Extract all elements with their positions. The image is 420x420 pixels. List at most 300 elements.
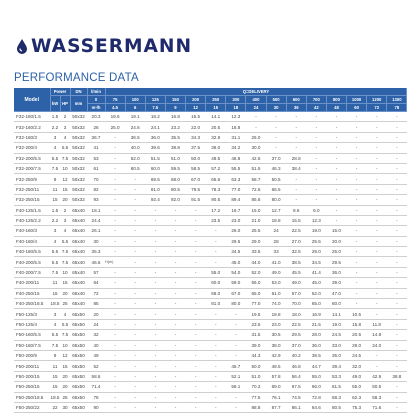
- head-value-cell: 23.5: [206, 215, 226, 225]
- table-row: [14, 163, 407, 173]
- head-value-cell: -: [347, 226, 367, 236]
- head-value-cell: 28.0: [306, 330, 326, 340]
- model-cell: F50-125/3: [14, 309, 50, 319]
- head-value-cell: -: [206, 361, 226, 371]
- head-value-cell: -: [145, 392, 165, 402]
- hp-cell: 2: [60, 112, 70, 122]
- head-value-cell: -: [387, 361, 407, 371]
- flow-m3h-header: 4.5: [105, 104, 125, 112]
- dn-cell: 65x40: [70, 278, 87, 288]
- kw-cell: 3: [50, 309, 60, 319]
- head-value-cell: 23.0: [226, 215, 246, 225]
- head-value-cell: -: [165, 382, 185, 392]
- hp-cell: 7.5: [60, 257, 70, 267]
- head-value-cell: 40: [87, 340, 105, 350]
- table-row: [14, 371, 407, 381]
- head-value-cell: -: [306, 184, 326, 194]
- head-value-cell: -: [367, 174, 387, 184]
- head-value-cell: 87.7: [266, 402, 286, 412]
- head-value-cell: -: [125, 278, 145, 288]
- head-value-cell: -: [387, 267, 407, 277]
- head-value-cell: -: [286, 132, 306, 142]
- head-value-cell: 20.0: [326, 236, 346, 246]
- head-value-cell: -: [165, 205, 185, 215]
- hp-cell: 4: [60, 309, 70, 319]
- head-value-cell: 39.4: [326, 361, 346, 371]
- head-value-cell: 52.0: [306, 288, 326, 298]
- head-value-cell: -: [206, 330, 226, 340]
- head-value-cell: -: [347, 267, 367, 277]
- head-value-cell: -: [387, 247, 407, 257]
- head-value-cell: -: [347, 257, 367, 267]
- head-value-cell: 55.5: [226, 163, 246, 173]
- head-value-cell: 11.8: [367, 319, 387, 329]
- head-value-cell: 80.5: [165, 184, 185, 194]
- head-value-cell: 67.5: [286, 382, 306, 392]
- head-value-cell: -: [186, 247, 206, 257]
- head-value-cell: -: [206, 247, 226, 257]
- head-value-cell: -: [347, 153, 367, 163]
- flow-lmin-header: 100: [125, 96, 145, 104]
- head-value-cell: -: [186, 288, 206, 298]
- head-value-cell: 18.0: [286, 309, 306, 319]
- head-value-cell: 30.0: [246, 143, 266, 153]
- head-value-cell: -: [105, 267, 125, 277]
- head-value-cell: 38.8: [387, 371, 407, 381]
- kw-cell: 18.5: [50, 299, 60, 309]
- flow-m3h-header: 72: [367, 104, 387, 112]
- head-value-cell: -: [105, 184, 125, 194]
- head-value-cell: 52.0: [246, 267, 266, 277]
- dn-cell: 65x40: [70, 288, 87, 298]
- head-value-cell: 78.3: [206, 184, 226, 194]
- head-value-cell: 29.5: [326, 257, 346, 267]
- table-row: [14, 226, 407, 236]
- head-value-cell: -: [186, 278, 206, 288]
- dn-cell: 65x40: [70, 226, 87, 236]
- table-row: [14, 195, 407, 205]
- head-value-cell: -: [226, 350, 246, 360]
- flow-lmin-header: 0: [87, 96, 105, 104]
- head-value-cell: 74.5: [286, 392, 306, 402]
- table-row: [14, 174, 407, 184]
- head-value-cell: -: [165, 226, 185, 236]
- head-value-cell: -: [105, 226, 125, 236]
- dn-cell: 65x50: [70, 309, 87, 319]
- head-value-cell: 21.5: [306, 319, 326, 329]
- flow-m3h-header: 18: [226, 104, 246, 112]
- head-value-cell: -: [326, 163, 346, 173]
- head-value-cell: -: [387, 392, 407, 402]
- head-value-cell: -: [206, 402, 226, 412]
- head-value-cell: 31.5: [246, 330, 266, 340]
- head-value-cell: -: [286, 143, 306, 153]
- head-value-cell: 26: [87, 122, 105, 132]
- head-value-cell: 33: [266, 247, 286, 257]
- head-value-cell: 72.6: [246, 184, 266, 194]
- kw-cell: 5.5: [50, 153, 60, 163]
- model-cell: F32-160/2.2: [14, 122, 50, 132]
- head-value-cell: 15.0: [326, 226, 346, 236]
- head-value-cell: 77.5: [246, 392, 266, 402]
- head-value-cell: 90.5: [206, 195, 226, 205]
- model-cell: F40-200/5.5: [14, 257, 50, 267]
- head-value-cell: 31.1: [226, 132, 246, 142]
- table-row: [14, 330, 407, 340]
- head-value-cell: 66.5: [266, 184, 286, 194]
- power-header: Power: [50, 88, 70, 96]
- head-value-cell: -: [145, 309, 165, 319]
- head-value-cell: 25.0: [105, 122, 125, 132]
- head-value-cell: -: [387, 299, 407, 309]
- head-value-cell: 35.3: [87, 247, 105, 257]
- head-value-cell: 72.8: [306, 392, 326, 402]
- head-value-cell: 55.0: [306, 371, 326, 381]
- head-value-cell: -: [347, 205, 367, 215]
- head-value-cell: -: [145, 205, 165, 215]
- head-value-cell: -: [105, 163, 125, 173]
- head-value-cell: -: [165, 392, 185, 402]
- water-drop-icon: [14, 38, 30, 54]
- head-value-cell: 70: [87, 174, 105, 184]
- table-row: [14, 267, 407, 277]
- head-value-cell: 14.1: [206, 112, 226, 122]
- head-value-cell: -: [367, 267, 387, 277]
- head-value-cell: 49.0: [347, 371, 367, 381]
- head-value-cell: 60.5: [125, 163, 145, 173]
- head-value-cell: -: [105, 236, 125, 246]
- head-value-cell: -: [387, 257, 407, 267]
- flow-lmin-header: 600: [286, 96, 306, 104]
- hp-cell: 20: [60, 288, 70, 298]
- head-value-cell: -: [347, 278, 367, 288]
- head-value-cell: -: [105, 309, 125, 319]
- table-row: [14, 288, 407, 298]
- head-value-cell: 29.0: [347, 340, 367, 350]
- head-value-cell: -: [306, 163, 326, 173]
- dn-cell: 65x50: [70, 330, 87, 340]
- head-value-cell: -: [266, 112, 286, 122]
- head-value-cell: 52.0: [125, 153, 145, 163]
- head-value-cell: 85.6: [246, 195, 266, 205]
- head-value-cell: -: [206, 226, 226, 236]
- head-value-cell: 46.6: [87, 257, 105, 267]
- table-row: [14, 319, 407, 329]
- head-value-cell: 18.8: [226, 122, 246, 132]
- head-value-cell: 53.0: [266, 278, 286, 288]
- head-value-cell: -: [266, 143, 286, 153]
- kw-cell: 5.5: [50, 247, 60, 257]
- head-value-cell: 45.7: [226, 361, 246, 371]
- table-row: [14, 257, 407, 267]
- head-value-cell: -: [125, 195, 145, 205]
- model-cell: F50-200/15: [14, 371, 50, 381]
- head-value-cell: -: [125, 226, 145, 236]
- head-value-cell: -: [145, 319, 165, 329]
- head-value-cell: -: [186, 257, 206, 267]
- head-value-cell: -: [125, 361, 145, 371]
- head-value-cell: 61.0: [266, 288, 286, 298]
- dn-cell: 65x40: [70, 247, 87, 257]
- flow-lmin-header: 1000: [347, 96, 367, 104]
- head-value-cell: 33.5: [246, 247, 266, 257]
- head-value-cell: 42.9: [266, 350, 286, 360]
- head-value-cell: 6.0: [306, 205, 326, 215]
- head-value-cell: -: [387, 205, 407, 215]
- head-value-cell: -: [387, 226, 407, 236]
- head-value-cell: 86.1: [286, 402, 306, 412]
- head-value-cell: 69.5: [145, 174, 165, 184]
- model-cell: F40-125/2.2: [14, 215, 50, 225]
- head-value-cell: -: [186, 205, 206, 215]
- head-value-cell: -: [326, 205, 346, 215]
- head-value-cell: -: [306, 195, 326, 205]
- flow-m3h-header: [87, 104, 105, 112]
- head-value-cell: 70.0: [286, 299, 306, 309]
- qunit-header: l/min: [87, 88, 105, 96]
- head-value-cell: 82: [87, 184, 105, 194]
- head-value-cell: -: [125, 174, 145, 184]
- head-value-cell: -: [367, 143, 387, 153]
- head-value-cell: -: [306, 122, 326, 132]
- head-value-cell: 26.0: [226, 226, 246, 236]
- head-value-cell: 79.5: [186, 184, 206, 194]
- table-row: [14, 299, 407, 309]
- head-value-cell: 52.1: [226, 371, 246, 381]
- kw-cell: 22: [50, 402, 60, 412]
- hp-cell: 20: [60, 371, 70, 381]
- dn-cell: 65x40: [70, 267, 87, 277]
- head-value-cell: -: [125, 350, 145, 360]
- head-value-cell: 19.0: [326, 319, 346, 329]
- delivery-header: Q=DELIVERY: [105, 88, 407, 96]
- head-value-cell: -: [347, 215, 367, 225]
- head-value-cell: -: [367, 195, 387, 205]
- mm-header: mm: [70, 96, 87, 112]
- head-value-cell: 65.6: [206, 174, 226, 184]
- hp-cell: 20: [60, 382, 70, 392]
- kw-cell: 7.5: [50, 340, 60, 350]
- head-value-cell: -: [186, 402, 206, 412]
- head-value-cell: 26.0: [246, 132, 266, 142]
- head-value-cell: -: [387, 184, 407, 194]
- head-value-cell: 66.0: [306, 382, 326, 392]
- head-value-cell: 70.2: [246, 382, 266, 392]
- model-cell: F40-160/5.5: [14, 247, 50, 257]
- head-value-cell: -: [367, 215, 387, 225]
- model-cell: F50-250/15: [14, 382, 50, 392]
- head-value-cell: 50.0: [186, 153, 206, 163]
- head-value-cell: 23.2: [165, 122, 185, 132]
- kw-cell: 11: [50, 184, 60, 194]
- head-value-cell: -: [347, 288, 367, 298]
- head-value-cell: -: [367, 288, 387, 298]
- head-value-cell: -: [347, 236, 367, 246]
- head-value-cell: -: [105, 143, 125, 153]
- flow-lmin-header: 150: [165, 96, 185, 104]
- model-cell: F50-250/18.5: [14, 392, 50, 402]
- head-value-cell: -: [105, 330, 125, 340]
- head-value-cell: 74.0: [266, 299, 286, 309]
- head-value-cell: 68.3: [326, 392, 346, 402]
- head-value-cell: 37.0: [266, 153, 286, 163]
- flow-m3h-header: 24: [246, 104, 266, 112]
- head-value-cell: -: [105, 278, 125, 288]
- dn-cell: 50x32: [70, 112, 87, 122]
- table-row: [14, 122, 407, 132]
- head-value-cell: 17.2: [206, 205, 226, 215]
- head-value-cell: 57.0: [286, 288, 306, 298]
- hp-cell: 5.5: [60, 319, 70, 329]
- head-value-cell: -: [286, 122, 306, 132]
- head-value-cell: 72: [87, 288, 105, 298]
- head-value-cell: -: [326, 184, 346, 194]
- head-value-cell: 15.5: [286, 215, 306, 225]
- head-value-cell: -: [186, 299, 206, 309]
- kw-cell: 3: [50, 132, 60, 142]
- head-value-cell: 42.9: [367, 371, 387, 381]
- model-cell: F50-160/5.5: [14, 330, 50, 340]
- head-value-cell: 45.0: [306, 278, 326, 288]
- head-value-cell: 57.2: [206, 163, 226, 173]
- head-value-cell: 30: [87, 236, 105, 246]
- head-value-cell: 64: [87, 278, 105, 288]
- head-value-cell: -: [387, 319, 407, 329]
- head-value-cell: 15.8: [347, 319, 367, 329]
- head-value-cell: -: [145, 226, 165, 236]
- head-value-cell: 18.8: [266, 309, 286, 319]
- head-value-cell: -: [186, 319, 206, 329]
- head-value-cell: 59.0: [226, 278, 246, 288]
- head-value-cell: 12.7: [266, 205, 286, 215]
- model-cell: F50-250/22: [14, 402, 50, 412]
- head-value-cell: 38.4: [286, 163, 306, 173]
- head-value-cell: 51.5: [145, 153, 165, 163]
- head-value-cell: 27.0: [286, 236, 306, 246]
- head-value-cell: 78: [87, 392, 105, 402]
- head-value-cell: 24.5: [326, 330, 346, 340]
- dn-cell: 65x50: [70, 340, 87, 350]
- head-value-cell: 32.9: [206, 132, 226, 142]
- head-value-cell: -: [125, 402, 145, 412]
- head-value-cell: -: [367, 236, 387, 246]
- flow-lmin-header: 1200: [367, 96, 387, 104]
- head-value-cell: -: [186, 361, 206, 371]
- head-value-cell: 59.5: [165, 163, 185, 173]
- head-value-cell: 42.6: [246, 153, 266, 163]
- head-value-cell: 12.3: [306, 215, 326, 225]
- head-value-cell: 80.5: [326, 402, 346, 412]
- head-value-cell: 30.5: [266, 330, 286, 340]
- head-value-cell: -: [387, 330, 407, 340]
- head-value-cell: -: [165, 361, 185, 371]
- head-value-cell: 93: [87, 195, 105, 205]
- head-value-cell: -: [387, 112, 407, 122]
- table-row: [14, 350, 407, 360]
- table-row: [14, 402, 407, 412]
- model-cell: F32-250/9: [14, 174, 50, 184]
- hp-cell: 7.5: [60, 247, 70, 257]
- head-value-cell: -: [145, 382, 165, 392]
- head-value-cell: -: [125, 236, 145, 246]
- head-value-cell: -: [387, 174, 407, 184]
- model-cell: F50-200/11: [14, 361, 50, 371]
- head-value-cell: 38.5: [286, 257, 306, 267]
- model-cell: F40-125/1.5: [14, 205, 50, 215]
- head-value-cell: 58.5: [186, 163, 206, 173]
- head-value-cell: 45.0: [226, 257, 246, 267]
- head-value-cell: 36.7: [87, 132, 105, 142]
- head-value-cell: 39.0: [326, 278, 346, 288]
- flow-lmin-header: 500: [266, 96, 286, 104]
- head-value-cell: 35.0: [326, 350, 346, 360]
- table-row: [14, 236, 407, 246]
- head-value-cell: 19.6: [105, 112, 125, 122]
- head-value-cell: -: [347, 247, 367, 257]
- table-row: [14, 205, 407, 215]
- head-value-cell: -: [125, 319, 145, 329]
- head-value-cell: -: [347, 174, 367, 184]
- head-value-cell: 77.0: [246, 299, 266, 309]
- head-value-cell: -: [326, 174, 346, 184]
- head-value-cell: -: [206, 257, 226, 267]
- head-value-cell: -: [206, 382, 226, 392]
- dn-cell: 65x50: [70, 382, 87, 392]
- head-value-cell: 12.3: [226, 112, 246, 122]
- head-value-cell: 40.0: [125, 143, 145, 153]
- head-value-cell: -: [387, 143, 407, 153]
- head-value-cell: -: [165, 278, 185, 288]
- table-row: [14, 340, 407, 350]
- head-value-cell: -: [145, 278, 165, 288]
- hp-cell: 4: [60, 132, 70, 142]
- dn-cell: 65x50: [70, 402, 87, 412]
- head-value-cell: -: [347, 195, 367, 205]
- flow-m3h-header: 12: [186, 104, 206, 112]
- head-value-cell: -: [125, 247, 145, 257]
- head-value-cell: -: [186, 371, 206, 381]
- kw-cell: 4: [50, 143, 60, 153]
- head-value-cell: 20.5: [347, 330, 367, 340]
- head-value-cell: 29.5: [286, 330, 306, 340]
- model-cell: F40-250/15: [14, 288, 50, 298]
- head-value-cell: -: [326, 195, 346, 205]
- head-value-cell: 14.8: [367, 330, 387, 340]
- head-value-cell: -: [326, 153, 346, 163]
- head-value-cell: 61.5: [326, 382, 346, 392]
- head-value-cell: 24.1: [145, 122, 165, 132]
- head-value-cell: -: [306, 143, 326, 153]
- head-value-cell: 37.5: [186, 143, 206, 153]
- head-value-cell: 53.3: [326, 371, 346, 381]
- head-value-cell: -: [105, 195, 125, 205]
- head-value-cell: 63.3: [226, 174, 246, 184]
- model-cell: F32-200/5.5: [14, 153, 50, 163]
- table-row: [14, 382, 407, 392]
- head-value-cell: -: [105, 350, 125, 360]
- head-value-cell: -: [326, 112, 346, 122]
- head-value-cell: -: [165, 371, 185, 381]
- head-value-cell: -: [105, 392, 125, 402]
- head-value-cell: -: [105, 288, 125, 298]
- head-value-cell: -: [347, 122, 367, 132]
- head-value-cell: -: [347, 112, 367, 122]
- head-value-cell: -: [387, 153, 407, 163]
- head-value-cell: 46.8: [286, 361, 306, 371]
- head-value-cell: 65.0: [306, 299, 326, 309]
- head-value-cell: -: [347, 163, 367, 173]
- model-cell: F50-200/9: [14, 350, 50, 360]
